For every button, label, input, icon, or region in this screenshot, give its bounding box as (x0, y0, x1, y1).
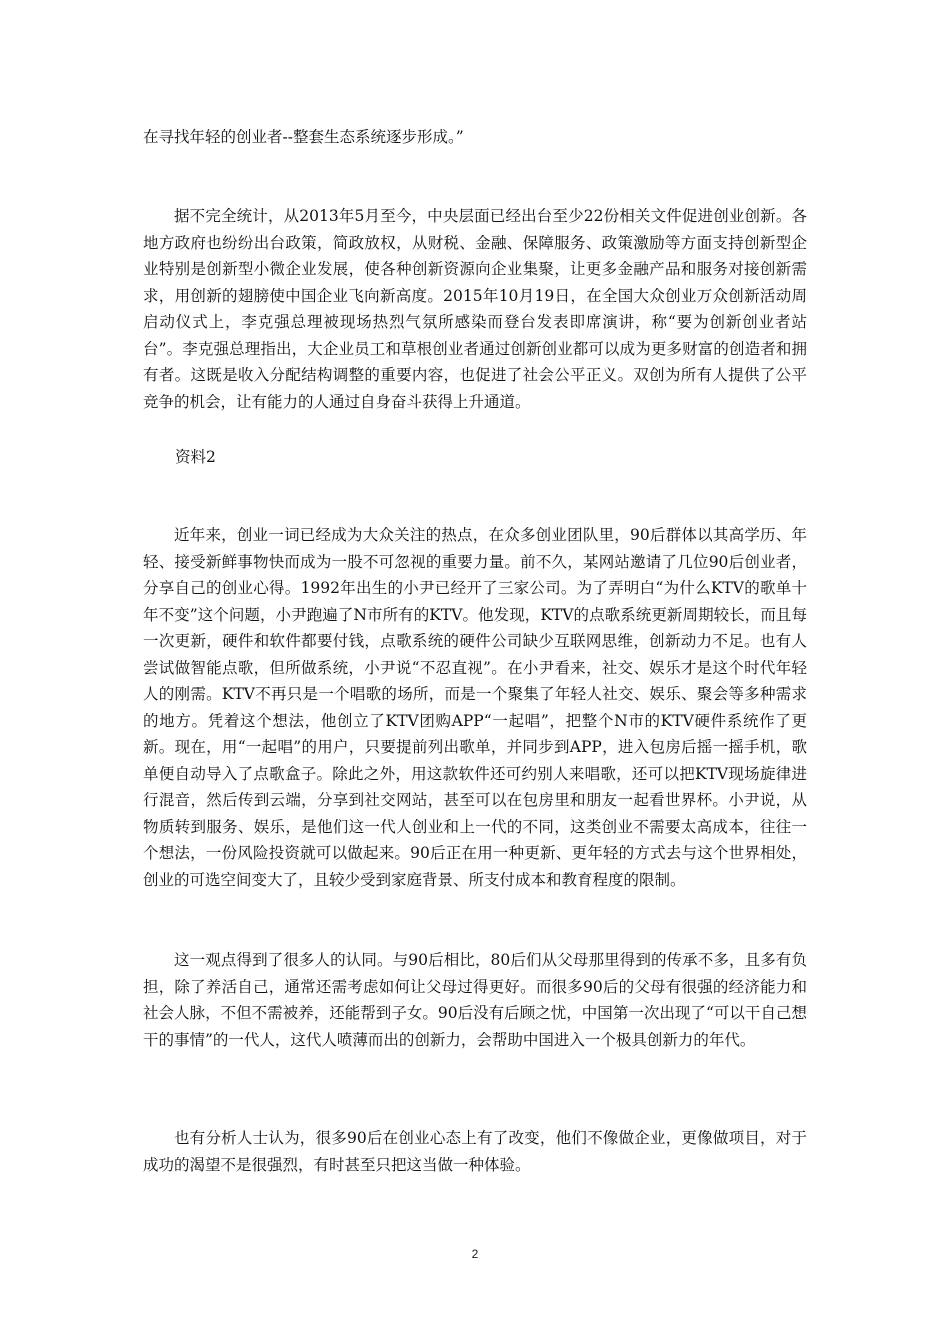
paragraph-post90-entrepreneurs: 近年来，创业一词已经成为大众关注的热点，在众多创业团队里，90后群体以其高学历、年轻、接受新鲜事物快而成为一股不可忽视的重要力量。前不久，某网站邀请了几位90后创业者，分享自己的创业心得。1992年出生的小尹已经开了三家公司。为了弄明白“为什么KTV的歌单十年不变”这个问题，小尹跑遍了N市所有的KTV。他发现，KTV的点歌系统更新周期较长，而且每一次更新，硬件和软件都要付钱，点歌系统的硬件公司缺少互联网思维，创新动力不足。也有人尝试做智能点歌，但所做系统，小尹说“不忍直视”。在小尹看来，社交、娱乐才是这个时代年轻人的刚需。KTV不再只是一个唱歌的场所，而是一个聚集了年轻人社交、娱乐、聚会等多种需求的地方。凭着这个想法，他创立了KTV团购APP“一起唱”，把整个N市的KTV硬件系统作了更新。现在，用“一起唱”的用户，只要提前列出歌单，并同步到APP，进入包房后摇一摇手机，歌单便自动导入了点歌盒子。除此之外，用这款软件还可约别人来唱歌，还可以把KTV现场旋律进行混音，然后传到云端，分享到社交网站，甚至可以在包房里和朋友一起看世界杯。小尹说，从物质转到服务、娱乐，是他们这一代人创业和上一代的不同，这类创业不需要太高成本，往往一个想法，一份风险投资就可以做起来。90后正在用一种更新、更年轻的方式去与这个世界相处，创业的可选空间变大了，且较少受到家庭背景、所支付成本和教育程度的限制。 (143, 526, 807, 889)
paragraph-generational-comparison: 这一观点得到了很多人的认同。与90后相比，80后们从父母那里得到的传承不多，且多有负担，除了养活自己，通常还需考虑如何让父母过得更好。而很多90后的父母有很强的经济能力和社会人脉，不但不需被养，还能帮到子女。90后没有后顾之忧，中国第一次出现了“可以干自己想干的事情”的一代人，这代人喷薄而出的创新力，会帮助中国进入一个极具创新力的年代。 (143, 951, 807, 1049)
paragraph-analyst-view: 也有分析人士认为，很多90后在创业心态上有了改变，他们不像做企业，更像做项目，对于成功的渴望不是很强烈，有时甚至只把这当做一种体验。 (143, 1129, 807, 1174)
paragraph-continuation: 在寻找年轻的创业者--整套生态系统逐步形成。” (143, 128, 464, 146)
section-heading-material-2: 资料2 (175, 448, 216, 466)
page-number: 2 (471, 1247, 479, 1261)
paragraph-policy-statistics: 据不完全统计，从2013年5月至今，中央层面已经出台至少22份相关文件促进创业创新。各地方政府也纷纷出台政策，简政放权，从财税、金融、保障服务、政策激励等方面支持创新型企业特别是创新型小微企业发展，使各种创新资源向企业集聚，让更多金融产品和服务对接创新需求，用创新的翅膀使中国企业飞向新高度。2015年10月19日，在全国大众创业万众创新活动周启动仪式上，李克强总理被现场热烈气氛所感染而登台发表即席演讲，称“要为创新创业者站台”。李克强总理指出，大企业员工和草根创业者通过创新创业都可以成为更多财富的创造者和拥有者。这既是收入分配结构调整的重要内容，也促进了社会公平正义。双创为所有人提供了公平竞争的机会，让有能力的人通过自身奋斗获得上升通道。 (143, 207, 807, 411)
